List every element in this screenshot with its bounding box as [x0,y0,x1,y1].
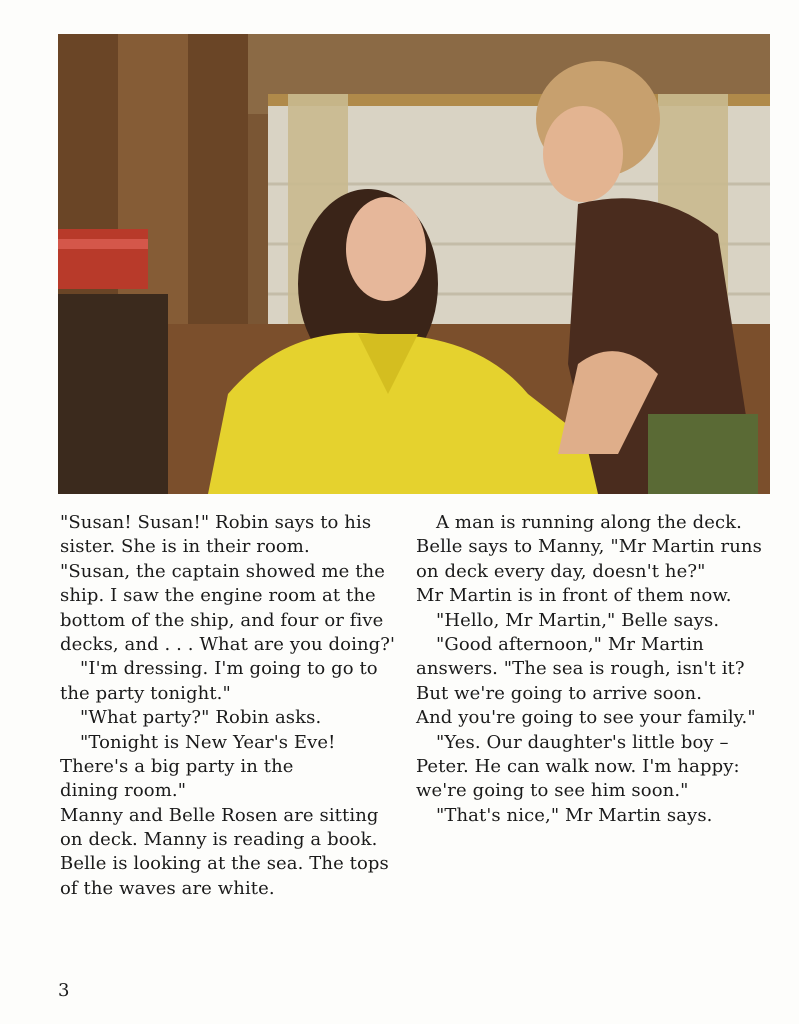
text-line: Mr Martin is in front of them now. [416,585,732,607]
text-line: "Yes. Our daughter's little boy – [436,731,729,753]
text-line: "Susan, the captain showed me the [60,560,385,582]
text-line: "Hello, Mr Martin," Belle says. [436,609,720,631]
text-line: of the waves are white. [60,877,275,899]
text-line: There's a big party in the [60,755,294,777]
text-line: bottom of the ship, and four or five [60,609,384,631]
text-line: And you're going to see your family." [416,707,756,729]
text-line: sister. She is in their room. [60,536,310,558]
text-line: A man is running along the deck. [436,512,742,533]
text-line: we're going to see him soon." [416,780,689,802]
text-line: "That's nice," Mr Martin says. [436,804,713,826]
text-line: on deck. Manny is reading a book. [60,829,378,851]
text-line: "What party?" Robin asks. [80,707,322,729]
text-line: But we're going to arrive soon. [416,682,703,704]
text-line: dining room." [60,780,187,802]
text-line: Belle is looking at the sea. The tops [60,853,389,875]
text-line: "I'm dressing. I'm going to go to [80,658,378,680]
text-line: answers. "The sea is rough, isn't it? [416,658,745,680]
text-line: on deck every day, doesn't he?" [416,560,706,582]
right-text-column [416,511,788,828]
text-line: "Good afternoon," Mr Martin [436,633,704,655]
text-line: Peter. He can walk now. I'm happy: [416,755,740,777]
illustration-photo [58,34,770,494]
text-line: "Tonight is New Year's Eve! [80,731,336,753]
text-line: "Susan! Susan!" Robin says to his [60,512,372,533]
text-line: Belle says to Manny, "Mr Martin runs [416,536,762,558]
left-text-column [60,511,405,901]
text-line: Manny and Belle Rosen are sitting [60,804,379,826]
page-number: 3 [58,980,70,1001]
text-line: ship. I saw the engine room at the [60,585,376,607]
text-line: decks, and . . . What are you doing?' [60,633,396,655]
text-line: the party tonight." [60,682,231,704]
